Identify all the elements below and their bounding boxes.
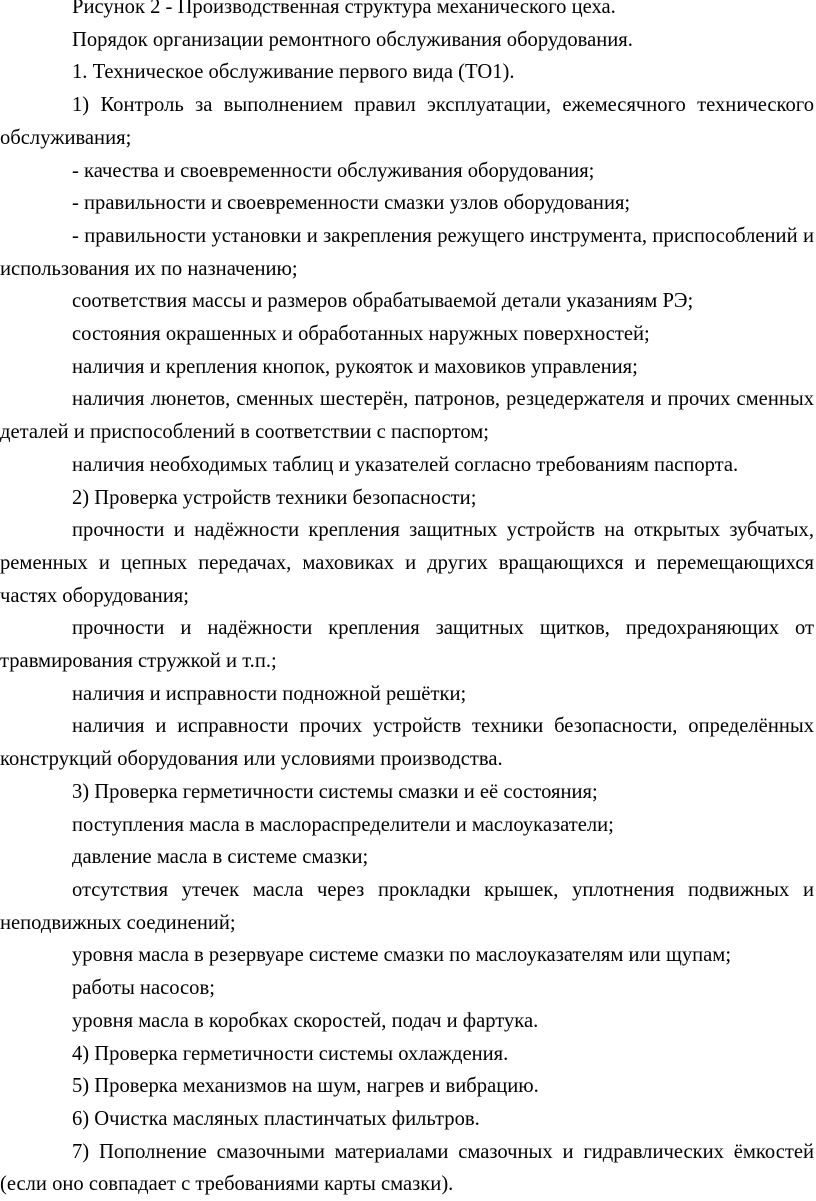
list-item: соответствия массы и размеров обрабатываемой детали указаниям РЭ; xyxy=(72,290,694,313)
list-item: наличия и крепления кнопок, рукояток и маховиков управления; xyxy=(72,355,638,378)
list-item: прочности и надёжности крепления защитных щитков, предохраняющих от травмирования стружкой и т.п.; xyxy=(0,617,814,673)
list-item: прочности и надёжности крепления защитных устройств на открытых зубчатых, ременных и цепных передачах, маховиках и других вращающихся и перемещающихся частях оборудования; xyxy=(0,519,814,607)
list-item: 5) Проверка механизмов на шум, нагрев и вибрацию. xyxy=(72,1075,539,1098)
list-item: наличия необходимых таблиц и указателей согласно требованиям паспорта. xyxy=(72,453,739,476)
list-item: 6) Очистка масляных пластинчатых фильтров. xyxy=(72,1107,480,1130)
list-item: состояния окрашенных и обработанных наружных поверхностей; xyxy=(72,323,650,346)
list-item: уровня масла в коробках скоростей, подач и фартука. xyxy=(72,1009,539,1032)
list-item: поступления масла в маслораспределители и маслоуказатели; xyxy=(72,813,614,836)
list-item: наличия и исправности прочих устройств техники безопасности, определённых конструкций оборудования или условиями производства. xyxy=(0,715,814,771)
list-item: 2) Проверка устройств техники безопасности; xyxy=(72,486,477,509)
list-item: 1) Контроль за выполнением правил эксплуатации, ежемесячного технического обслуживания; xyxy=(0,94,814,149)
list-item: отсутствия утечек масла через прокладки крышек, уплотнения подвижных и неподвижных соединений; xyxy=(0,878,814,934)
list-item: 7) Пополнение смазочными материалами смазочных и гидравлических ёмкостей (если оно совпадает с требованиями карты смазки). xyxy=(0,1140,814,1196)
list-item: работы насосов; xyxy=(72,977,215,1000)
list-item: 3) Проверка герметичности системы смазки и её состояния; xyxy=(72,780,598,803)
caption-figure-2: Рисунок 2 - Производственная структура механического цеха. xyxy=(72,0,616,18)
list-item: наличия люнетов, сменных шестерён, патронов, резцедержателя и прочих сменных деталей и приспособлений в соответствии с паспортом; xyxy=(0,388,814,444)
list-item: наличия и исправности подножной решётки; xyxy=(72,682,467,705)
section-heading: Порядок организации ремонтного обслуживания оборудования. xyxy=(72,28,633,51)
list-item: уровня масла в резервуаре системе смазки по маслоуказателям или щупам; xyxy=(72,944,732,967)
list-item: - качества и своевременности обслуживания оборудования; xyxy=(72,159,595,182)
list-item: - правильности и своевременности смазки узлов оборудования; xyxy=(72,192,631,215)
list-item: - правильности установки и закрепления режущего инструмента, приспособлений и использования их по назначению; xyxy=(0,224,814,280)
list-item: 4) Проверка герметичности системы охлаждения. xyxy=(72,1042,509,1065)
subsection-heading: 1. Техническое обслуживание первого вида (ТО1). xyxy=(72,61,515,84)
list-item: давление масла в системе смазки; xyxy=(72,846,369,869)
